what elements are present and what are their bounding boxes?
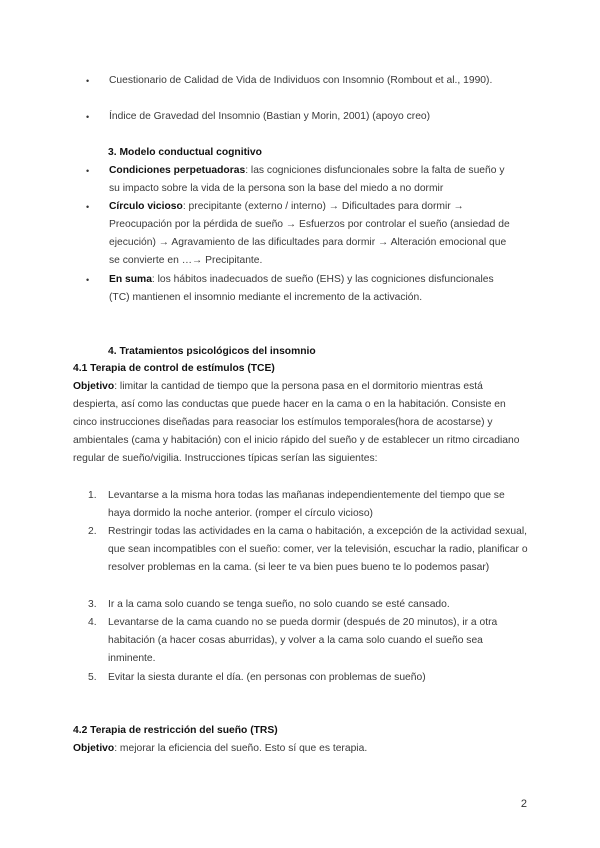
page-number: 2 xyxy=(520,798,527,810)
bullet-icon: • xyxy=(86,76,90,86)
objective-label: Objetivo xyxy=(73,743,115,754)
term-label: Círculo vicioso xyxy=(109,201,183,212)
numbered-item: 5. Evitar la siesta durante el día. (en personas con problemas de sueño) xyxy=(88,672,426,683)
objective-label: Objetivo xyxy=(73,381,115,392)
numbered-item: 1. Levantarse a la misma hora todas las mañanas independientemente del tiempo que se haya dormido la noche anterior. (romper el círculo vicioso) xyxy=(88,490,505,519)
section-heading: 4. Tratamientos psicológicos del insomnio xyxy=(108,346,316,357)
subsection-heading: 4.1 Terapia de control de estímulos (TCE) xyxy=(73,363,275,374)
paragraph: Objetivo: mejorar la eficiencia del sueño. Esto sí que es terapia. xyxy=(73,743,368,754)
list-item xyxy=(82,198,512,270)
subsection-heading: 4.2 Terapia de restricción del sueño (TRS) xyxy=(73,725,278,736)
term-text: : precipitante (externo / interno) → Dificultades para dormir → Preocupación por la pérdida de sueño → Esfuerzos por controlar el sueño (ansiedad de ejecución) → Agravamiento de las dificultades para dormir → Alteración emocional que se convierte en …→ Precipitante. xyxy=(109,201,510,266)
term-label: Condiciones perpetuadoras xyxy=(109,165,246,176)
numbered-item: 4. Levantarse de la cama cuando no se pueda dormir (después de 20 minutos), ir a otra habitación (a hacer cosas aburridas), y volver a la cama solo cuando el sueño sea inminente. xyxy=(88,617,498,664)
bullet-icon: • xyxy=(86,275,90,285)
numbered-item: 3. Ir a la cama solo cuando se tenga sueño, no solo cuando se esté cansado. xyxy=(88,599,450,610)
list-item xyxy=(82,271,512,325)
term-text: : los hábitos inadecuados de sueño (EHS) y las cogniciones disfuncionales (TC) mantienen el insomnio mediante el incremento de la activación. xyxy=(109,274,494,303)
list-item xyxy=(82,162,512,198)
list-item: • Cuestionario de Calidad de Vida de Individuos con Insomnio (Rombout et al., 1990). xyxy=(82,72,512,108)
paragraph: Objetivo: limitar la cantidad de tiempo que la persona pasa en el dormitorio mientras está despierta, así como las conductas que puede hacer en la cama o en la habitación. Consiste en cinco instrucciones diseñadas para reasociar los estímulos temporales(hora de acostarse) y ambientales (cama y habitación) con el inicio rápido del sueño y de establecer un ritmo circadiano regular de sueño/vigilia. Instrucciones típicas serían las siguientes: xyxy=(73,381,520,464)
bullet-icon: • xyxy=(86,112,90,122)
term-text: : las cogniciones disfuncionales sobre la falta de sueño y su impacto sobre la vida de la persona son la base del miedo a no dormir xyxy=(109,165,505,194)
section-heading: 3. Modelo conductual cognitivo xyxy=(108,147,262,158)
bullet-icon: • xyxy=(86,166,90,176)
term-label: En suma xyxy=(109,274,152,285)
numbered-item: 2. Restringir todas las actividades en la cama o habitación, a excepción de la actividad sexual, que sean incompatibles con el sueño: comer, ver la televisión, escuchar la radio, planificar o resolver problemas en la cama. (si leer te va bien pues bueno te lo podemos pasar) xyxy=(88,526,528,573)
bullet-icon: • xyxy=(86,202,90,212)
list-item: • Índice de Gravedad del Insomnio (Bastian y Morin, 2001) (apoyo creo) xyxy=(82,108,512,126)
